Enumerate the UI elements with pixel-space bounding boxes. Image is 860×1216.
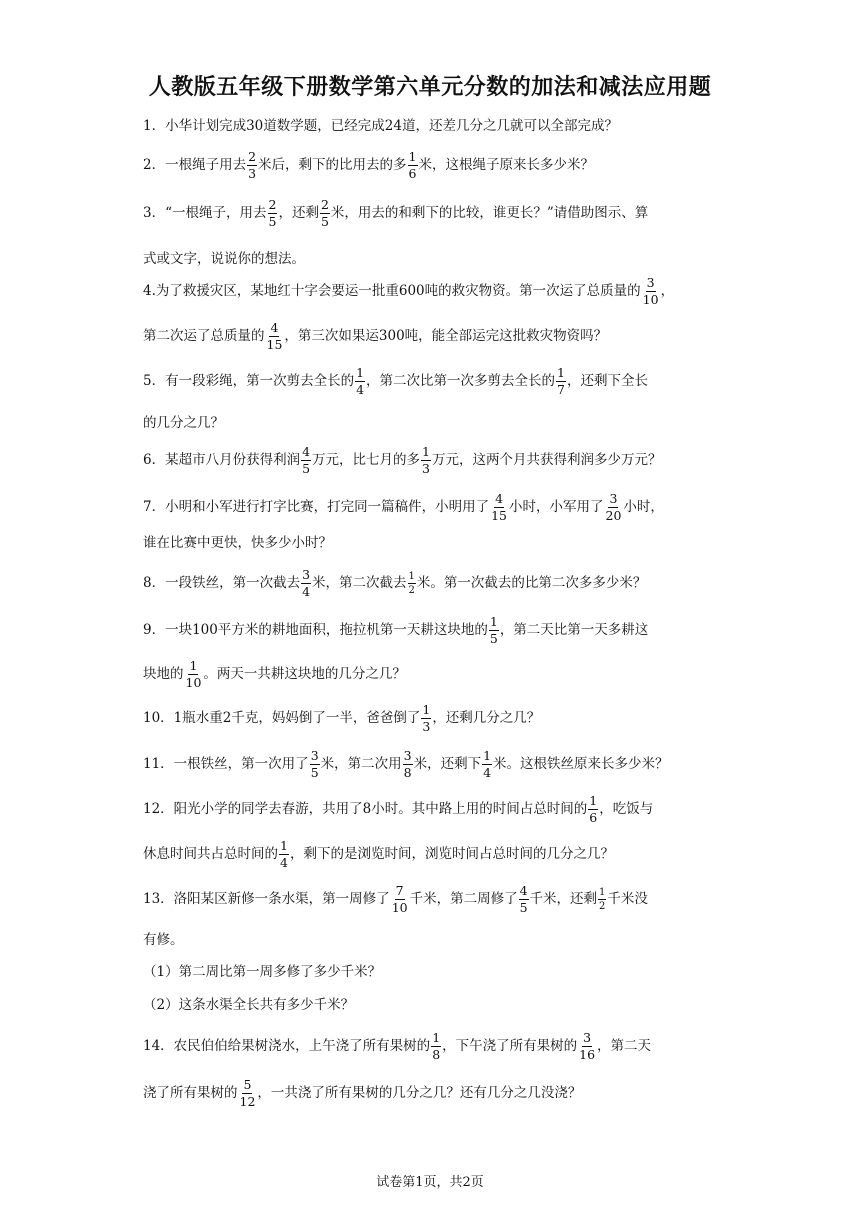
- question-text: ，还剩: [278, 205, 319, 221]
- question-text: 米，还剩下: [413, 756, 482, 772]
- fraction: $\frac{4}{5}$: [519, 882, 528, 915]
- fraction: $\frac{5}{12}$: [239, 1076, 256, 1109]
- question-9: [143, 610, 723, 650]
- question-text: 浇了所有果树的: [143, 1085, 238, 1101]
- fraction: $\frac{1}{4}$: [280, 837, 288, 870]
- question-text: ，下午浇了所有果树的: [442, 1038, 578, 1054]
- question-text: 万元，比七月的多: [312, 452, 421, 468]
- question-12-line-2: [143, 834, 723, 874]
- question-13: [143, 879, 723, 919]
- fraction: $\frac{1}{10}$: [185, 657, 202, 690]
- page-footer: 试卷第1页，共2页: [376, 1175, 484, 1190]
- question-text: 13．洛阳某区新修一条水渠，第一周修了: [143, 891, 390, 907]
- question-text: 2．一根绳子用去: [143, 157, 247, 173]
- question-text: 休息时间共占总时间的: [143, 846, 278, 862]
- question-text: 10．1瓶水重2千克，妈妈倒了一半，爸爸倒了: [143, 710, 421, 726]
- question-14-line-2: [143, 1073, 723, 1113]
- question-text: 6．某超市八月份获得利润: [143, 452, 301, 468]
- question-4-line-2: [143, 316, 723, 356]
- question-text: 米后，剩下的比用去的多: [258, 157, 407, 173]
- question-4: [143, 271, 723, 311]
- question-text: ，一共浇了所有果树的几分之几？还有几分之几没浇？: [257, 1085, 582, 1101]
- fraction: $\frac{1}{2}$: [599, 886, 606, 912]
- question-text: ，吃饭与: [599, 801, 654, 817]
- question-14: [143, 1026, 723, 1066]
- fraction: $\frac{3}{8}$: [403, 747, 412, 780]
- fraction: $\frac{4}{15}$: [266, 319, 283, 352]
- question-12: [143, 789, 723, 829]
- question-2: [143, 145, 723, 185]
- question-text: 千米，还剩: [529, 891, 598, 907]
- question-text: 5．有一段彩绳，第一次剪去全长的: [143, 373, 355, 389]
- question-text: （2）这条水渠全长共有多少千米？: [143, 997, 355, 1013]
- question-text: 式或文字，说说你的想法。: [143, 251, 305, 267]
- question-text: 小时，: [623, 499, 664, 515]
- question-3: [143, 193, 723, 233]
- question-text: 有修。: [143, 932, 184, 948]
- question-text: 米。这根铁丝原来长多少米？: [493, 756, 669, 772]
- fraction: $\frac{3}{16}$: [579, 1029, 596, 1062]
- question-13-sub-2: [143, 985, 723, 1025]
- question-text: ，第二天比第一天多耕这: [499, 622, 649, 638]
- fraction: $\frac{1}{7}$: [557, 364, 565, 397]
- fraction: $\frac{2}{5}$: [320, 196, 329, 229]
- question-text: 万元，这两个月共获得利润多少万元？: [432, 452, 662, 468]
- question-11: [143, 744, 723, 784]
- fraction: $\frac{1}{6}$: [589, 792, 598, 825]
- question-text: 9．一块100平方米的耕地面积，拖拉机第一天耕这块地的: [143, 622, 488, 638]
- fraction: $\frac{3}{5}$: [310, 747, 319, 780]
- question-1: [143, 106, 723, 146]
- fraction: $\frac{1}{5}$: [489, 613, 498, 646]
- fraction: $\frac{1}{8}$: [432, 1029, 441, 1062]
- question-text: 4.为了救援灾区，某地红十字会要运一批重600吨的救灾物资。第一次运了总质量的: [143, 283, 641, 299]
- question-text: 千米，第二周修了: [409, 891, 518, 907]
- fraction: $\frac{3}{20}$: [605, 490, 622, 523]
- question-text: 谁在比赛中更快，快多少小时？: [143, 535, 332, 551]
- question-5: [143, 361, 723, 401]
- fraction: $\frac{2}{5}$: [268, 196, 277, 229]
- page-title: 人教版五年级下册数学第六单元分数的加法和减法应用题: [148, 75, 712, 100]
- fraction: $\frac{1}{3}$: [422, 443, 430, 476]
- question-text: 的几分之几？: [143, 415, 224, 431]
- question-text: ，: [660, 283, 675, 299]
- question-text: （1）第二周比第一周多修了多少千米？: [143, 964, 382, 980]
- question-7-line-2: [143, 523, 723, 563]
- question-text: 7．小明和小军进行打字比赛，打完同一篇稿件，小明用了: [143, 499, 490, 515]
- question-text: 块地的: [143, 666, 184, 682]
- question-7: [143, 487, 723, 527]
- fraction: $\frac{1}{6}$: [408, 148, 417, 181]
- fraction: $\frac{7}{10}$: [391, 882, 408, 915]
- question-text: 14．农民伯伯给果树浇水，上午浇了所有果树的: [143, 1038, 431, 1054]
- question-text: 米，这根绳子原来长多少米？: [418, 157, 594, 173]
- question-text: 12．阳光小学的同学去春游，共用了8小时。其中路上用的时间占总时间的: [143, 801, 588, 817]
- question-text: 米，第二次截去: [312, 575, 407, 591]
- question-text: 米，用去的和剩下的比较，谁更长？”请借助图示、算: [330, 205, 649, 221]
- question-text: ，剩下的是浏览时间，浏览时间占总时间的几分之几？: [289, 846, 614, 862]
- question-text: 3．“一根绳子，用去: [143, 205, 267, 221]
- question-text: 1．小华计划完成30道数学题，已经完成24道，还差几分之几就可以全部完成？: [143, 118, 618, 134]
- fraction: $\frac{3}{4}$: [302, 566, 311, 599]
- question-text: 小时，小军用了: [509, 499, 604, 515]
- question-text: ，还剩下全长: [567, 373, 648, 389]
- question-text: 米，第二次用: [320, 756, 402, 772]
- fraction: $\frac{2}{3}$: [248, 148, 257, 181]
- fraction: $\frac{4}{5}$: [302, 443, 311, 476]
- question-text: 千米没: [607, 891, 648, 907]
- question-text: 8．一段铁丝，第一次截去: [143, 575, 301, 591]
- fraction: $\frac{1}{3}$: [422, 701, 431, 734]
- question-8: [143, 563, 723, 603]
- fraction: $\frac{1}{2}$: [408, 570, 415, 596]
- question-text: 11．一根铁丝，第一次用了: [143, 756, 309, 772]
- question-9-line-2: [143, 654, 723, 694]
- question-text: ，第二天: [597, 1038, 652, 1054]
- fraction: $\frac{4}{15}$: [491, 490, 507, 523]
- question-text: 第二次运了总质量的: [143, 328, 265, 344]
- question-6: [143, 440, 723, 480]
- question-5-line-2: [143, 403, 723, 443]
- fraction: $\frac{1}{4}$: [483, 747, 492, 780]
- question-text: ，第三次如果运300吨，能全部运完这批救灾物资吗？: [284, 328, 608, 344]
- fraction: $\frac{1}{4}$: [356, 364, 365, 397]
- question-text: 。两天一共耕这块地的几分之几？: [203, 666, 406, 682]
- question-text: ，第二次比第一次多剪去全长的: [366, 373, 556, 389]
- question-10: [143, 698, 723, 738]
- question-text: 米。第一次截去的比第二次多多少米？: [416, 575, 647, 591]
- fraction: $\frac{3}{10}$: [642, 274, 659, 307]
- question-text: ，还剩几分之几？: [432, 710, 541, 726]
